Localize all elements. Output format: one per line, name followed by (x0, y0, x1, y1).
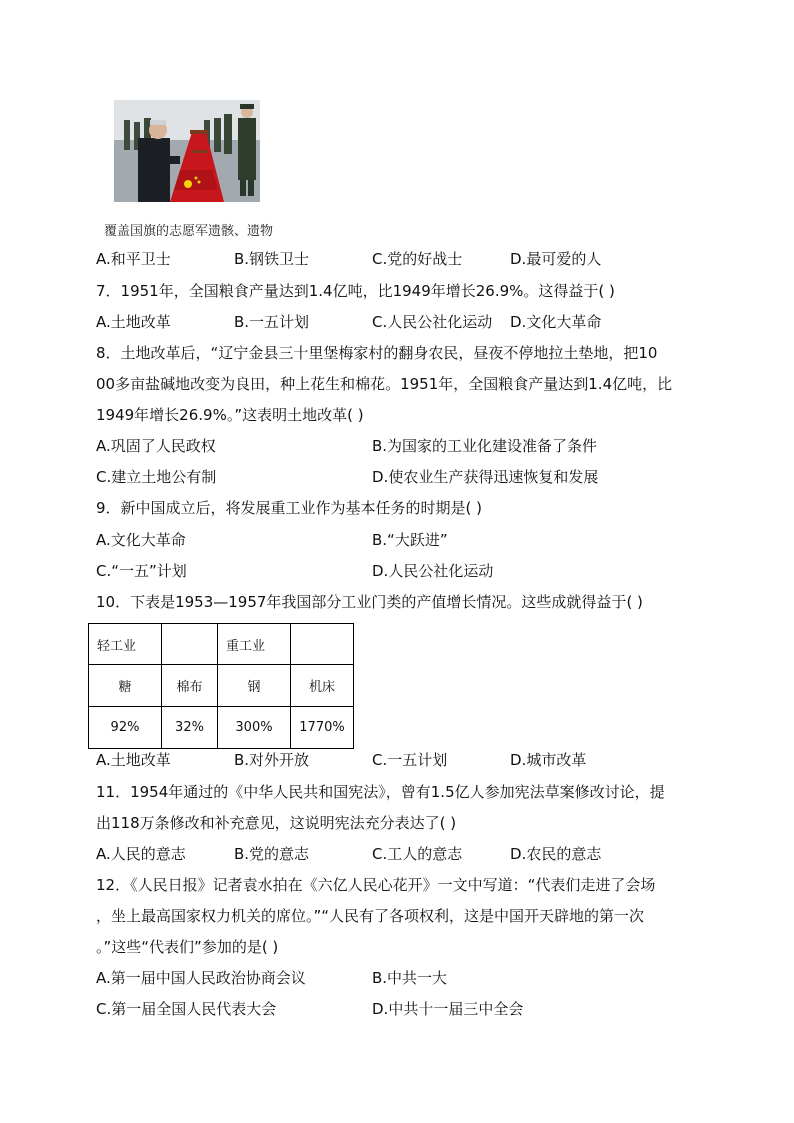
q6-option-d: D.最可爱的人 (510, 250, 602, 268)
q7-stem: 7．1951年，全国粮食产量达到1.4亿吨，比1949年增长26.9%。这得益于( ) (96, 282, 615, 300)
q12-option-c: C.第一届全国人民代表大会 (96, 1000, 277, 1018)
q6-option-b: B.钢铁卫士 (234, 250, 310, 268)
q9-stem: 9．新中国成立后，将发展重工业作为基本任务的时期是( ) (96, 499, 483, 517)
q6-option-a: A.和平卫士 (96, 250, 171, 268)
q8-stem-line-2: 00多亩盐碱地改变为良田，种上花生和棉花。1951年，全国粮食产量达到1.4亿吨，比 (96, 375, 673, 393)
q10-option-d: D.城市改革 (510, 751, 587, 769)
table-cell: 机床 (291, 665, 354, 707)
table-cell: 轻工业 (89, 624, 162, 665)
table-cell: 300% (218, 707, 291, 749)
q9-option-b: B.“大跃进” (372, 531, 448, 549)
q10-option-c: C.一五计划 (372, 751, 448, 769)
q12-option-a: A.第一届中国人民政治协商会议 (96, 969, 306, 987)
q8-option-c: C.建立土地公有制 (96, 468, 217, 486)
q8-option-b: B.为国家的工业化建设准备了条件 (372, 437, 598, 455)
q11-stem-line-1: 11．1954年通过的《中华人民共和国宪法》，曾有1.5亿人参加宪法草案修改讨论，提 (96, 783, 665, 801)
q9-option-c: C.“一五”计划 (96, 562, 187, 580)
table-cell: 棉布 (162, 665, 218, 707)
q10-option-a: A.土地改革 (96, 751, 171, 769)
q11-option-b: B.党的意志 (234, 845, 310, 863)
table-cell: 钢 (218, 665, 291, 707)
q9-option-a: A.文化大革命 (96, 531, 186, 549)
q10-stem: 10．下表是1953—1957年我国部分工业门类的产值增长情况。这些成就得益于( ) (96, 593, 643, 611)
q12-stem-line-3: 。”这些“代表们”参加的是( ) (96, 938, 279, 956)
table-cell: 1770% (291, 707, 354, 749)
q12-option-b: B.中共一大 (372, 969, 448, 987)
table-cell: 92% (89, 707, 162, 749)
industry-growth-table (88, 623, 354, 749)
table-row (89, 707, 354, 749)
q8-option-d: D.使农业生产获得迅速恢复和发展 (372, 468, 599, 486)
q9-option-d: D.人民公社化运动 (372, 562, 494, 580)
table-row (89, 665, 354, 707)
q11-stem-line-2: 出118万条修改和补充意见，这说明宪法充分表达了( ) (96, 814, 457, 832)
q8-stem-line-3: 1949年增长26.9%。”这表明土地改革( ) (96, 406, 364, 424)
q12-option-d: D.中共十一届三中全会 (372, 1000, 524, 1018)
q7-option-a: A.土地改革 (96, 313, 171, 331)
q7-option-c: C.人民公社化运动 (372, 313, 493, 331)
photo-volunteer-remains (114, 100, 260, 202)
table-cell: 糖 (89, 665, 162, 707)
table-cell: 重工业 (218, 624, 291, 665)
table-row (89, 624, 354, 665)
q6-option-c: C.党的好战士 (372, 250, 463, 268)
q11-option-c: C.工人的意志 (372, 845, 463, 863)
photo-caption: 覆盖国旗的志愿军遗骸、遗物 (104, 224, 274, 239)
q12-stem-line-2: ，坐上最高国家权力机关的席位。”“人民有了各项权利，这是中国开天辟地的第一次 (96, 907, 645, 925)
q7-option-b: B.一五计划 (234, 313, 310, 331)
table-cell (291, 624, 354, 665)
table-cell: 32% (162, 707, 218, 749)
q8-stem-line-1: 8．土地改革后，“辽宁金县三十里堡梅家村的翻身农民，昼夜不停地拉土垫地，把10 (96, 344, 658, 362)
q7-option-d: D.文化大革命 (510, 313, 602, 331)
photo-illustration (114, 100, 260, 202)
table-cell (162, 624, 218, 665)
q8-option-a: A.巩固了人民政权 (96, 437, 216, 455)
q10-option-b: B.对外开放 (234, 751, 310, 769)
q11-option-a: A.人民的意志 (96, 845, 186, 863)
q11-option-d: D.农民的意志 (510, 845, 602, 863)
q12-stem-line-1: 12．《人民日报》记者袁水拍在《六亿人民心花开》一文中写道：“代表们走进了会场 (96, 876, 656, 894)
